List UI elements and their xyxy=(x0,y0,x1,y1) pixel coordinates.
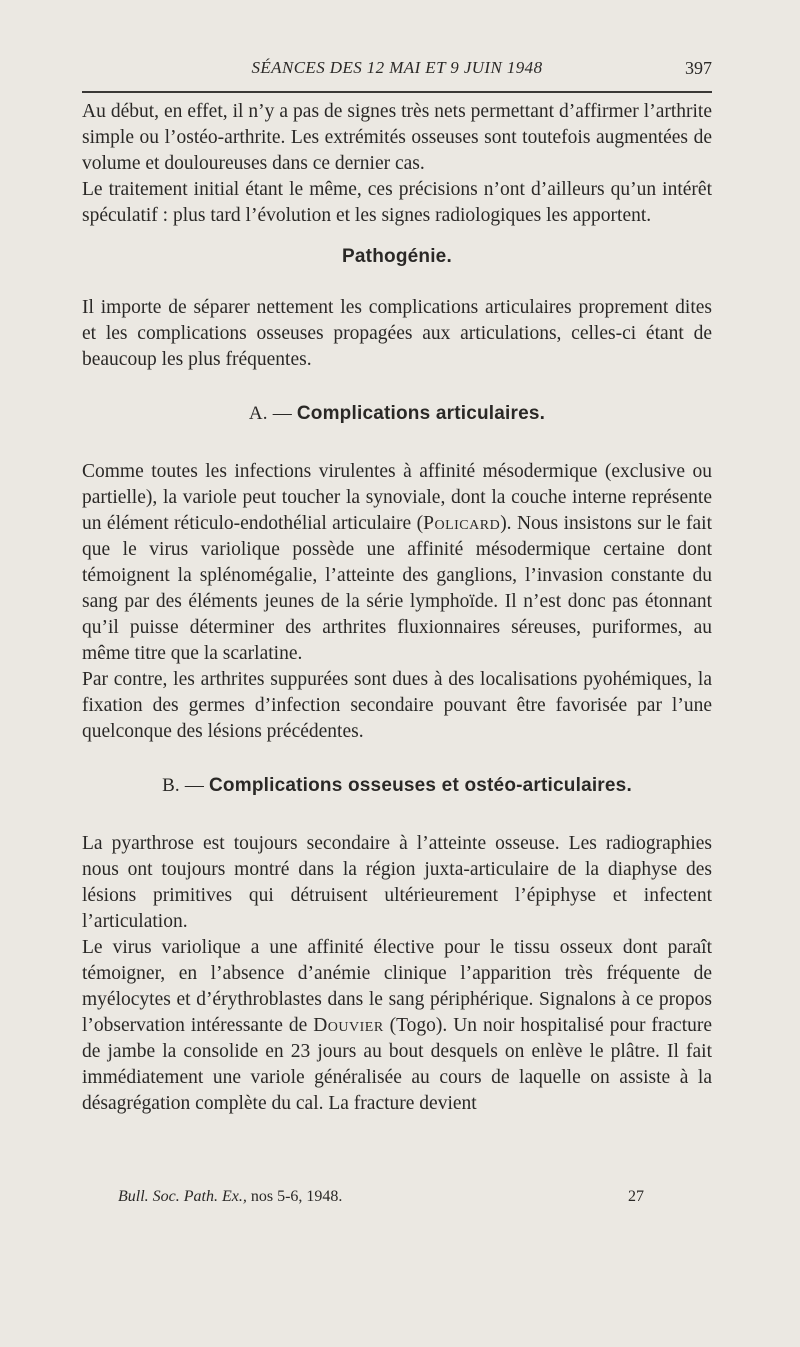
heading-a-text: Complications articulaires. xyxy=(296,403,546,424)
journal-citation xyxy=(118,1188,342,1206)
page-number: 397 xyxy=(685,58,712,78)
paragraph-6: La pyarthrose est toujours secondaire à l’atteinte osseuse. Les radiographies nous ont toujours montré dans la région juxta-articulaire de la diaphyse des lésions primitives qui détruisent ultérieurement l’épiphyse et infectent l’articulation. xyxy=(82,833,712,932)
running-header xyxy=(82,58,712,86)
paragraph-3: Il importe de séparer nettement les complications articulaires proprement dites et les complications osseuses propagées aux articulations, celles-ci étant de beaucoup les plus fréquentes. xyxy=(82,297,712,370)
author-name-douvier: Douvier xyxy=(313,1015,384,1036)
paragraph-2: Le traitement initial étant le même, ces précisions n’ont d’ailleurs qu’un intérêt spéculatif : plus tard l’évolution et les signes radiologiques les apportent. xyxy=(82,179,712,226)
paragraph-7-part-b: (Togo). Un noir hospitalisé pour fracture de jambe la consolide en 23 jours au bout desquels on enlève le plâtre. Il fait immédiatement une variole généralisée au cours de laquelle on assiste à la désagrégation complète du cal. La fracture devient xyxy=(82,1015,713,1114)
paragraph-4-part-b: ). Nous insistons sur le fait que le virus variolique possède une affinité mésodermique certaine dont témoignent la splénomégalie, l’atteinte des ganglions, l’invasion constante du sang par des éléments jeunes de la série lymphoïde. Il n’est donc pas étonnant qu’il puisse déterminer des arthrites fluxionnaires séreuses, puriformes, au même titre que la scarlatine. xyxy=(82,513,712,664)
paragraph-7 xyxy=(82,935,712,1117)
page-footer xyxy=(82,1188,712,1212)
section-heading-a xyxy=(82,401,712,427)
paragraph-4-part-a: Comme toutes les infections virulentes à affinité mésodermique (exclusive ou partielle), la variole peut toucher la synoviale, dont la couche interne représente un élément réticulo-endothélial articulaire ( xyxy=(82,461,712,534)
paragraph-4 xyxy=(82,459,712,667)
journal-issue: nos 5-6, 1948. xyxy=(250,1188,343,1205)
paragraph-1: Au début, en effet, il n’y a pas de signes très nets permettant d’affirmer l’arthrite simple ou l’ostéo-arthrite. Les extrémités osseuses sont toutefois augmentées de volume et douloureuses dans ce dernier cas. xyxy=(82,101,712,174)
section-heading-b xyxy=(82,773,712,799)
journal-name: Bull. Soc. Path. Ex., xyxy=(118,1188,247,1205)
author-name-policard: Policard xyxy=(423,513,501,534)
paragraph-7-part-a: Le virus variolique a une affinité élective pour le tissu osseux dont paraît témoigner, en l’absence d’anémie clinique l’apparition très fréquente de myélocytes et d’érythroblastes dans le sang périphérique. Signalons à ce propos l’observation intéressante de xyxy=(82,937,712,1036)
heading-b-text: Complications osseuses et ostéo-articulaires. xyxy=(209,775,632,796)
heading-b-prefix: B. — xyxy=(162,775,209,796)
header-rule xyxy=(82,91,712,93)
running-title: SÉANCES DES 12 MAI ET 9 JUIN 1948 xyxy=(251,58,543,77)
paragraph-5: Par contre, les arthrites suppurées sont dues à des localisations pyohémiques, la fixation des germes d’infection secondaire pouvant être favorisée par l’une quelconque des lésions précédentes. xyxy=(82,669,712,742)
signature-mark: 27 xyxy=(628,1188,644,1205)
section-heading-pathogenie: Pathogénie. xyxy=(342,246,452,267)
body-text xyxy=(82,99,712,1117)
heading-a-prefix: A. — xyxy=(248,403,297,424)
